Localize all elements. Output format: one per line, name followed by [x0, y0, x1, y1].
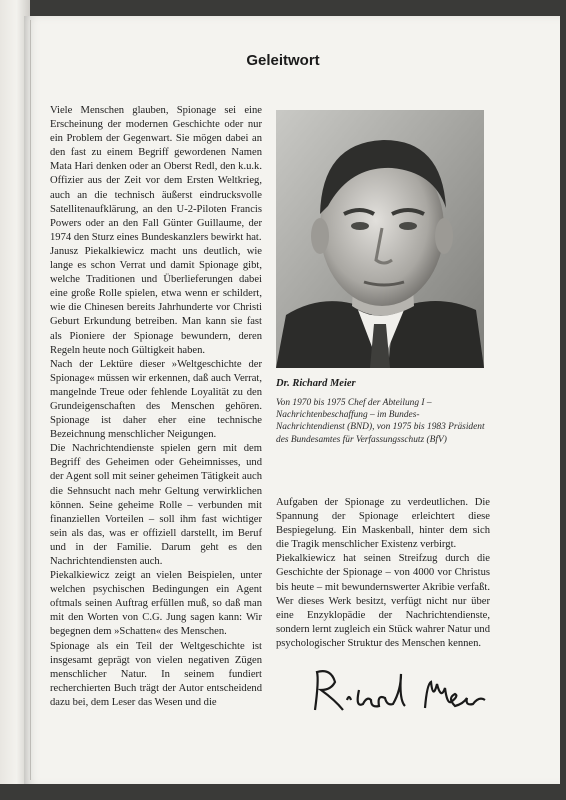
portrait-photo	[276, 110, 484, 368]
handwritten-signature	[305, 660, 495, 720]
page-title: Geleitwort	[246, 52, 320, 69]
right-column	[276, 496, 490, 651]
page-gutter	[30, 20, 31, 780]
left-column	[50, 104, 262, 710]
table-surface	[0, 784, 566, 800]
paragraph: Piekalkiewicz hat seinen Streifzug durch die Geschichte der Spionage – von 4000 vor Christus bis heute – mit bewundernswerter Akribie verfaßt. Wer dieses Werk besitzt, verfügt nicht nur über eine Enzyklopädie der Nachrichtendienste, sondern lernt zugleich ein Stück wahrer Natur und psychologischer Struktur des Menschen kennen.	[276, 553, 490, 649]
paragraph: Die Nachrichtendienste spielen gern mit dem Begriff des Geheimen oder Geheimnisses, und der Agent soll mit seiner geheimen Tätigkeit auch die Sehnsucht nach mehr Geltung verwirklichen können. Seine geheime Rolle – verbunden mit finanziellen Vorteilen – soll ihm fast wichtiger sein als das, was er offiziell darstellt, im Beruf und in der Familie. Darum geht es den Nachrichtendiensten auch.	[50, 443, 262, 567]
paragraph: Nach der Lektüre dieser »Weltgeschichte der Spionage« müssen wir erkennen, daß auch Verrat, mangelnde Treue oder fehlende Loyalität zu den Grundeigenschaften des Menschen gehören. Spionage ist daher eher eine technische Bezeichnung menschlicher Neigungen.	[50, 358, 262, 441]
photo-caption-name: Dr. Richard Meier	[276, 378, 356, 389]
paragraph: Piekalkiewicz zeigt an vielen Beispielen, unter welchen psychischen Bedingungen ein Agent oftmals seinen Auftrag erfüllen muß, so daß man mit den Worten von C.G. Jung sagen kann: Wir begegnen dem »Schatten« des Menschen.	[50, 570, 262, 638]
paragraph: Viele Menschen glauben, Spionage sei eine Erscheinung der modernen Geschichte oder nur ein Problem der Gegenwart. Sie mögen dabei an den fast zu einem Begriff gewordenen Namen Mata Hari denken oder an Oberst Redl, den k.u.k. Offizier aus der Zeit vor dem Ersten Weltkrieg, auch an die technisch äußerst eindrucksvolle Satellitenaufklärung, an den U-2-Piloten Francis Powers oder an den Fall Günter Guillaume, der 1974 den Sturz eines Bundeskanzlers bewirkt hat.	[50, 105, 262, 243]
portrait-illustration	[276, 110, 484, 368]
paragraph: Spionage als ein Teil der Weltgeschichte ist insgesamt geprägt von vielen negativen Zügen menschlicher Natur. In seinem fundiert recherchierten Buch trägt der Autor entscheidend dazu bei, dem Leser das Wesen und die	[50, 640, 262, 708]
paragraph: Aufgaben der Spionage zu verdeutlichen. Die Spannung der Spionage erleichtert diese Bespiegelung. Ein Maskenball, hinter dem sich die Tragik menschlicher Existenz verbirgt.	[276, 497, 490, 551]
paragraph: Janusz Piekalkiewicz macht uns deutlich, wie lange es schon Verrat und damit Spionage gibt, welche Traditionen und Überlieferungen dabei eine große Rolle spielen, etwa wenn er schildert, wie die Chinesen bereits Jahrhunderte vor Christi Geburt Erkundung betreiben. Man kann sie fast als Pioniere der Spionage bewundern, deren Regeln heute noch Gültigkeit haben.	[50, 245, 262, 356]
photo-caption-text: Von 1970 bis 1975 Chef der Abteilung I – Nachrichtenbeschaffung – im Bundes-Nachrichtendienst (BND), von 1975 bis 1983 Präsident des Bundesamtes für Verfassungsschutz (BfV)	[276, 398, 485, 445]
